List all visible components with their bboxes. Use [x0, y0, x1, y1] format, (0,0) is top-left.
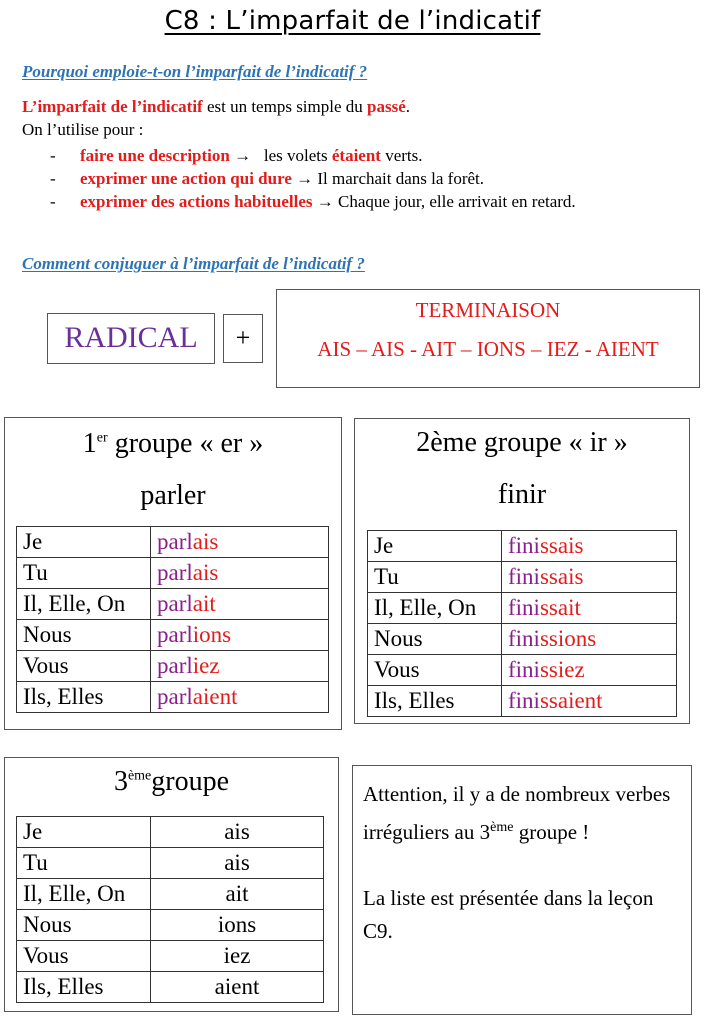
verb-ending: aient [192, 684, 238, 709]
verb-radical: parl [157, 529, 193, 554]
section-heading-why: Pourquoi emploie-t-on l’imparfait de l’indicatif ? [22, 62, 368, 81]
bullet-example: Il marchait dans la forêt. [313, 169, 485, 188]
table-row [17, 941, 324, 972]
group2-conjugation-table [367, 530, 677, 717]
pronoun-cell: Je [17, 527, 151, 558]
group2-title: 2ème groupe « ir » [416, 427, 628, 458]
pronoun-cell: Vous [17, 941, 151, 972]
intro-passe: passé [367, 97, 406, 116]
verb-form-cell [151, 527, 329, 558]
verb-form-cell [151, 558, 329, 589]
verb-form-cell: iez [151, 941, 324, 972]
verb-radical: parl [157, 684, 193, 709]
pronoun-cell: Tu [17, 848, 151, 879]
verb-ending: ssaient [539, 688, 603, 713]
bullet-text [80, 191, 576, 213]
usage-line: On l’utilise pour : [22, 120, 144, 139]
verb-ending: ssiez [539, 657, 585, 682]
verb-form-cell [502, 624, 677, 655]
group3-title: 3èmegroupe [113, 766, 230, 797]
table-row [17, 620, 329, 651]
table-row [368, 593, 677, 624]
table-row [17, 817, 324, 848]
bullet-dash: - [50, 192, 56, 211]
bullet-example-highlight: étaient [331, 146, 381, 165]
group1-title: 1er groupe « er » [82, 428, 264, 459]
pronoun-cell: Nous [17, 620, 151, 651]
table-row [17, 589, 329, 620]
arrow-right-icon: → [296, 169, 314, 188]
verb-radical: fini [508, 564, 540, 589]
verb-radical: parl [157, 622, 193, 647]
irregular-verbs-note [352, 765, 692, 1015]
verb-ending: ions [192, 622, 232, 647]
intro-term: L’imparfait de l’indicatif [22, 97, 203, 116]
intro-sentence [22, 96, 410, 118]
table-row [368, 624, 677, 655]
verb-radical: parl [157, 653, 193, 678]
pronoun-cell: Vous [368, 655, 502, 686]
verb-ending: ait [192, 591, 216, 616]
group1-verb: parler [140, 480, 206, 511]
section-heading-how: Comment conjuguer à l’imparfait de l’indicatif ? [22, 254, 365, 273]
group2-card [354, 418, 690, 724]
verb-ending: ssais [539, 564, 584, 589]
group2-verb: finir [497, 479, 547, 510]
bullet-example: les volets [251, 146, 332, 165]
verb-radical: fini [508, 657, 540, 682]
arrow-right-icon: → [316, 192, 334, 211]
pronoun-cell: Nous [368, 624, 502, 655]
table-row [368, 531, 677, 562]
intro-middle: est un temps simple du [202, 97, 368, 116]
verb-form-cell: ais [151, 817, 324, 848]
bullet-example-end: verts. [380, 146, 423, 165]
pronoun-cell: Ils, Elles [17, 682, 151, 713]
group3-conjugation-table [16, 816, 324, 1003]
note-reference: La liste est présentée dans la leçon C9. [363, 886, 654, 943]
verb-form-cell: ions [151, 910, 324, 941]
group1-card [4, 417, 342, 730]
bullet-dash: - [50, 169, 56, 188]
terminaison-list: AIS – AIS - AIT – IONS – IEZ - AIENT [317, 337, 659, 361]
pronoun-cell: Tu [368, 562, 502, 593]
pronoun-cell: Ils, Elles [17, 972, 151, 1003]
table-row [17, 651, 329, 682]
bullet-text [80, 168, 484, 190]
verb-form-cell: ais [151, 848, 324, 879]
page-title: C8 : L’imparfait de l’indicatif [164, 6, 541, 36]
verb-radical: fini [508, 688, 540, 713]
table-row [17, 848, 324, 879]
verb-form-cell [502, 593, 677, 624]
pronoun-cell: Il, Elle, On [368, 593, 502, 624]
group3-card [4, 757, 339, 1012]
verb-radical: fini [508, 533, 540, 558]
table-row [368, 562, 677, 593]
table-row [368, 686, 677, 717]
verb-ending: iez [192, 653, 220, 678]
table-row [17, 972, 324, 1003]
table-row [17, 879, 324, 910]
intro-end: . [405, 97, 411, 116]
pronoun-cell: Tu [17, 558, 151, 589]
verb-radical: parl [157, 591, 193, 616]
pronoun-cell: Je [17, 817, 151, 848]
verb-radical: parl [157, 560, 193, 585]
verb-form-cell [151, 589, 329, 620]
verb-radical: fini [508, 626, 540, 651]
verb-form-cell [151, 682, 329, 713]
note-warning: Attention, il y a de nombreux verbes irréguliers au 3ème groupe ! [363, 782, 671, 844]
verb-form-cell [502, 562, 677, 593]
verb-ending: ssais [539, 533, 584, 558]
pronoun-cell: Il, Elle, On [17, 879, 151, 910]
terminaison-box [276, 289, 700, 388]
verb-ending: ais [192, 529, 219, 554]
bullet-dash: - [50, 146, 56, 165]
bullet-text [80, 145, 423, 167]
verb-ending: ais [192, 560, 219, 585]
verb-form-cell [502, 655, 677, 686]
pronoun-cell: Nous [17, 910, 151, 941]
pronoun-cell: Ils, Elles [368, 686, 502, 717]
verb-form-cell [502, 686, 677, 717]
bullet-example: Chaque jour, elle arrivait en retard. [333, 192, 576, 211]
radical-box: RADICAL [47, 313, 215, 364]
verb-form-cell [151, 651, 329, 682]
verb-form-cell [151, 620, 329, 651]
table-row [17, 682, 329, 713]
pronoun-cell: Vous [17, 651, 151, 682]
verb-ending: ssait [539, 595, 581, 620]
verb-form-cell: ait [151, 879, 324, 910]
verb-form-cell: aient [151, 972, 324, 1003]
table-row [368, 655, 677, 686]
pronoun-cell: Je [368, 531, 502, 562]
verb-radical: fini [508, 595, 540, 620]
verb-form-cell [502, 531, 677, 562]
verb-ending: ssions [539, 626, 597, 651]
table-row [17, 910, 324, 941]
table-row [17, 527, 329, 558]
group1-conjugation-table [16, 526, 329, 713]
table-row [17, 558, 329, 589]
terminaison-title: TERMINAISON [415, 298, 561, 322]
plus-box: + [223, 314, 263, 363]
arrow-right-icon: → [234, 146, 252, 165]
bullet-label: exprimer des actions habituelles [80, 192, 313, 211]
bullet-label: faire une description [80, 146, 230, 165]
pronoun-cell: Il, Elle, On [17, 589, 151, 620]
bullet-label: exprimer une action qui dure [80, 169, 292, 188]
